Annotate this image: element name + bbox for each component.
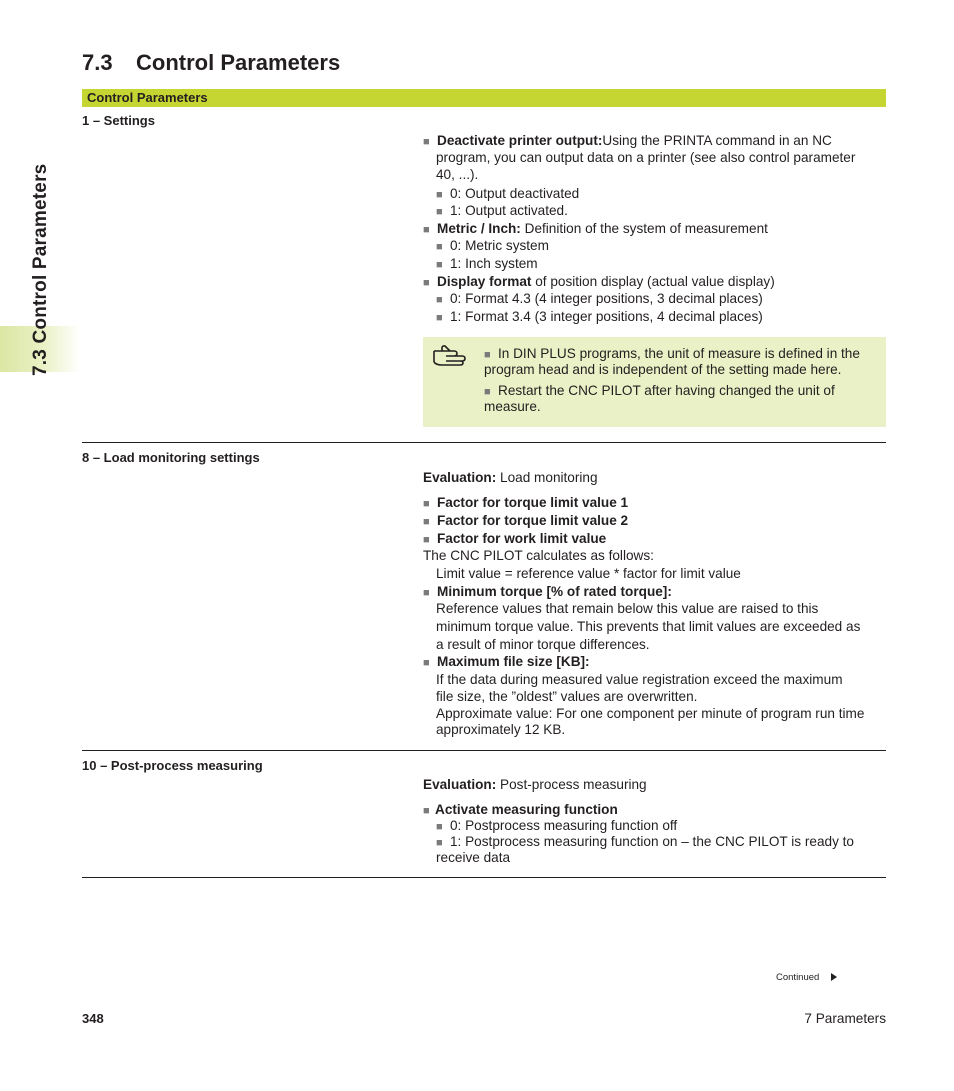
list-item: ■ 1: Inch system — [436, 255, 538, 274]
evaluation-line: Evaluation: Load monitoring — [423, 470, 598, 485]
list-item: receive data — [436, 850, 511, 865]
list-item: ■ 0: Metric system — [436, 237, 549, 256]
list-item: If the data during measured value registration exceed the maximum — [436, 672, 843, 687]
divider — [82, 750, 886, 751]
square-bullet-icon: ■ — [423, 805, 430, 817]
section-number: 7.3 — [82, 50, 113, 75]
square-bullet-icon: ■ — [423, 657, 430, 669]
square-bullet-icon: ■ — [423, 534, 430, 546]
list-item: ■ 0: Output deactivated — [436, 185, 579, 204]
group-heading-post-process: 10 – Post-process measuring — [82, 758, 263, 773]
square-bullet-icon: ■ — [436, 189, 443, 201]
list-item: ■ Maximum file size [KB]: — [423, 653, 590, 672]
square-bullet-icon: ■ — [423, 587, 430, 599]
chapter-footer: 7 Parameters — [804, 1011, 886, 1026]
section-heading — [82, 50, 340, 76]
list-item: ■ Activate measuring function — [423, 801, 618, 820]
list-item: a result of minor torque differences. — [436, 637, 650, 652]
square-bullet-icon: ■ — [423, 136, 430, 148]
list-item: The CNC PILOT calculates as follows: — [423, 548, 654, 563]
page-number: 348 — [82, 1011, 104, 1026]
side-running-title: 7.3 Control Parameters — [30, 163, 51, 376]
group-heading-settings: 1 – Settings — [82, 113, 155, 128]
list-item: 40, ...). — [436, 167, 479, 182]
list-item: ■ 1: Postprocess measuring function on – the CNC PILOT is ready to — [436, 833, 854, 852]
table-header-bar: Control Parameters — [82, 89, 886, 107]
list-item: file size, the ”oldest” values are overwritten. — [436, 689, 698, 704]
list-item: ■ Minimum torque [% of rated torque]: — [423, 583, 672, 602]
list-item: ■ Factor for torque limit value 1 — [423, 494, 628, 513]
list-item: ■ Display format of position display (actual value display) — [423, 273, 775, 292]
list-item: Reference values that remain below this value are raised to this — [436, 601, 819, 616]
square-bullet-icon: ■ — [436, 312, 443, 324]
continued-label: Continued — [776, 972, 820, 983]
list-item: approximately 12 KB. — [436, 722, 566, 737]
note-line: ■ Restart the CNC PILOT after having changed the unit of — [484, 382, 835, 401]
square-bullet-icon: ■ — [436, 821, 443, 833]
section-title: Control Parameters — [136, 50, 341, 75]
square-bullet-icon: ■ — [436, 241, 443, 253]
right-triangle-icon — [830, 972, 838, 982]
list-item: Approximate value: For one component per minute of program run time — [436, 706, 865, 721]
list-item: ■ Metric / Inch: Definition of the system of measurement — [423, 220, 768, 239]
square-bullet-icon: ■ — [436, 206, 443, 218]
list-item: Limit value = reference value * factor for limit value — [436, 566, 741, 581]
list-item: ■ Factor for torque limit value 2 — [423, 512, 628, 531]
pointing-hand-icon — [432, 343, 472, 367]
square-bullet-icon: ■ — [423, 516, 430, 528]
square-bullet-icon: ■ — [436, 259, 443, 271]
divider — [82, 877, 886, 878]
evaluation-line: Evaluation: Post-process measuring — [423, 777, 647, 792]
list-item: ■ Deactivate printer output:Using the PRINTA command in an NC — [423, 132, 832, 151]
list-item: ■ 0: Format 4.3 (4 integer positions, 3 decimal places) — [436, 290, 763, 309]
square-bullet-icon: ■ — [423, 277, 430, 289]
divider — [82, 442, 886, 443]
list-item: ■ Factor for work limit value — [423, 530, 606, 549]
note-line: program head and is independent of the setting made here. — [484, 362, 842, 377]
square-bullet-icon: ■ — [423, 498, 430, 510]
list-item: program, you can output data on a printer (see also control parameter — [436, 150, 856, 165]
square-bullet-icon: ■ — [436, 837, 443, 849]
note-line: ■ In DIN PLUS programs, the unit of measure is defined in the — [484, 345, 860, 364]
list-item: ■ 1: Output activated. — [436, 202, 568, 221]
list-item: ■ 0: Postprocess measuring function off — [436, 817, 677, 836]
list-item: ■ 1: Format 3.4 (3 integer positions, 4 decimal places) — [436, 308, 763, 327]
note-line: measure. — [484, 399, 541, 414]
group-heading-load-monitoring: 8 – Load monitoring settings — [82, 450, 260, 465]
square-bullet-icon: ■ — [436, 294, 443, 306]
square-bullet-icon: ■ — [423, 224, 430, 236]
square-bullet-icon: ■ — [484, 386, 491, 398]
square-bullet-icon: ■ — [484, 349, 491, 361]
list-item: minimum torque value. This prevents that limit values are exceeded as — [436, 619, 861, 634]
